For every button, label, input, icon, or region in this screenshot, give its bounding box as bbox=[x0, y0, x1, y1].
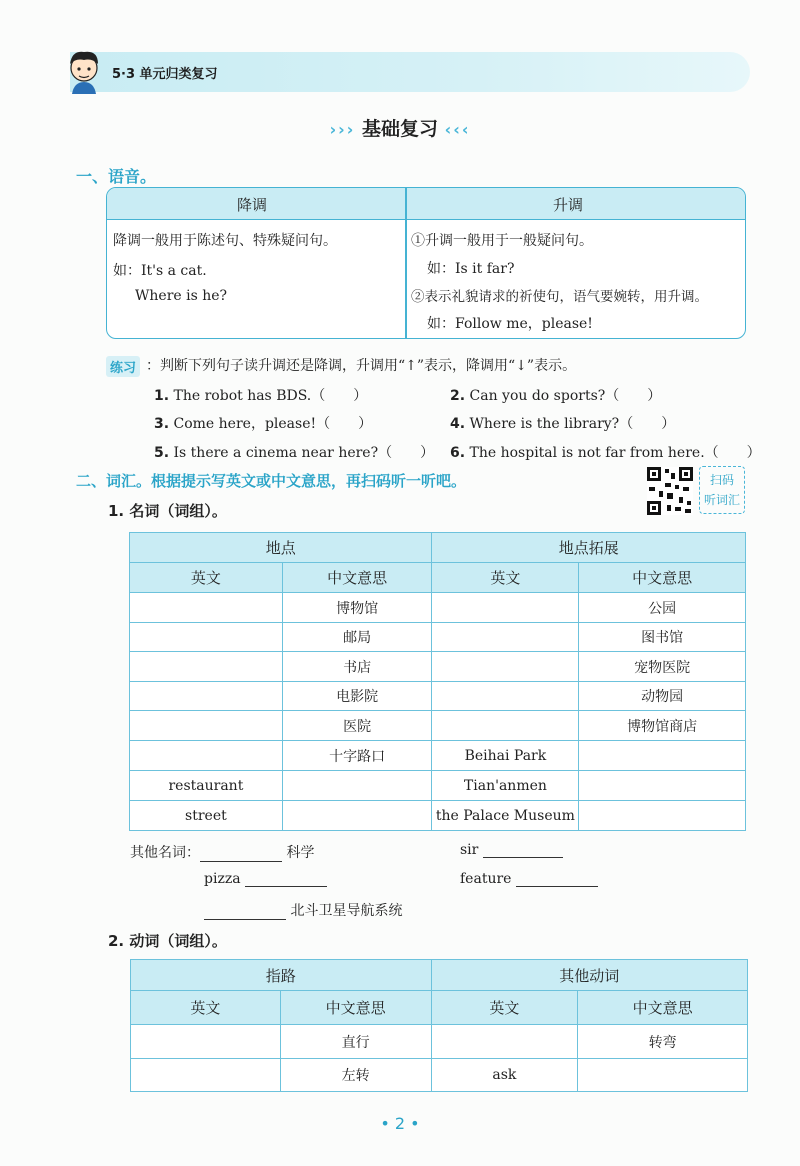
col-english: 英文 bbox=[130, 563, 283, 593]
phonetics-table-divider bbox=[405, 188, 407, 338]
vocab-heading: 二、词汇。根据提示写英文或中文意思，再扫码听一听吧。 bbox=[76, 472, 467, 490]
blank-pizza[interactable] bbox=[245, 873, 327, 887]
answer-cell[interactable] bbox=[579, 801, 746, 831]
col-english: 英文 bbox=[431, 991, 578, 1025]
scan-listen-tag[interactable]: 扫码 听词汇 bbox=[699, 466, 745, 514]
blank-feature[interactable] bbox=[516, 873, 598, 887]
table-row: 左转 ask bbox=[131, 1059, 748, 1092]
question-3: 3. Come here，please!（ ） bbox=[154, 416, 373, 432]
verbs-heading: 2. 动词（词组）。 bbox=[108, 932, 227, 950]
nouns-table bbox=[129, 532, 746, 831]
phonetics-heading: 一、语音。 bbox=[76, 167, 157, 186]
page-number: • 2 • bbox=[380, 1114, 420, 1133]
table-row: 直行 转弯 bbox=[131, 1025, 748, 1059]
phonetics-table-header bbox=[107, 188, 745, 220]
qr-code-icon[interactable] bbox=[647, 467, 693, 515]
answer-cell[interactable] bbox=[432, 682, 579, 711]
nouns-heading: 1. 名词（词组）。 bbox=[108, 502, 227, 520]
table-row: 博物馆 公园 bbox=[130, 593, 746, 623]
table-row: 书店 宠物医院 bbox=[130, 652, 746, 682]
answer-cell[interactable] bbox=[130, 623, 283, 652]
question-1: 1. The robot has BDS.（ ） bbox=[154, 388, 368, 404]
answer-cell[interactable] bbox=[579, 741, 746, 771]
rising-rule-2: ②表示礼貌请求的祈使句，语气要婉转，用升调。 bbox=[411, 289, 708, 305]
table-row: restaurant Tian'anmen bbox=[130, 771, 746, 801]
blank-sir[interactable] bbox=[483, 844, 563, 858]
question-4: 4. Where is the library?（ ） bbox=[450, 416, 676, 432]
rising-rule-1: ①升调一般用于一般疑问句。 bbox=[411, 233, 593, 249]
answer-cell[interactable] bbox=[282, 771, 432, 801]
phonetics-table bbox=[106, 187, 746, 339]
answer-cell[interactable] bbox=[579, 771, 746, 801]
falling-example-1: 如：It's a cat. bbox=[113, 263, 207, 279]
answer-cell[interactable] bbox=[578, 1059, 748, 1092]
answer-cell[interactable] bbox=[130, 593, 283, 623]
question-6: 6. The hospital is not far from here.（ ） bbox=[450, 445, 761, 461]
answer-cell[interactable] bbox=[130, 741, 283, 771]
table-row: 医院 博物馆商店 bbox=[130, 711, 746, 741]
other-nouns-beidou: 北斗卫星导航系统 bbox=[204, 900, 402, 920]
nouns-group-places-ext: 地点拓展 bbox=[432, 533, 746, 563]
mascot-icon bbox=[62, 48, 106, 96]
col-chinese: 中文意思 bbox=[578, 991, 748, 1025]
answer-cell[interactable] bbox=[432, 623, 579, 652]
answer-cell[interactable] bbox=[432, 711, 579, 741]
answer-cell[interactable] bbox=[131, 1059, 281, 1092]
blank-science[interactable] bbox=[200, 848, 282, 862]
answer-cell[interactable] bbox=[130, 652, 283, 682]
table-row: street the Palace Museum bbox=[130, 801, 746, 831]
col-chinese: 中文意思 bbox=[579, 563, 746, 593]
falling-rule: 降调一般用于陈述句、特殊疑问句。 bbox=[113, 233, 337, 249]
col-falling-tone: 降调 bbox=[237, 196, 268, 214]
other-nouns-sir: sir bbox=[460, 842, 563, 858]
table-row: 电影院 动物园 bbox=[130, 682, 746, 711]
rising-example-1: 如：Is it far? bbox=[427, 261, 515, 277]
verbs-group-other: 其他动词 bbox=[431, 960, 748, 991]
nouns-group-places: 地点 bbox=[130, 533, 432, 563]
falling-example-2: Where is he? bbox=[135, 288, 228, 304]
practice-label: 练习 bbox=[106, 356, 140, 377]
verbs-table bbox=[130, 959, 748, 1092]
question-5: 5. Is there a cinema near here?（ ） bbox=[154, 445, 435, 461]
col-rising-tone: 升调 bbox=[553, 196, 584, 214]
table-row: 十字路口 Beihai Park bbox=[130, 741, 746, 771]
arrows-left-icon: ››› bbox=[329, 120, 356, 139]
section-title-text: 基础复习 bbox=[361, 118, 438, 140]
answer-cell[interactable] bbox=[282, 801, 432, 831]
practice-instruction: ：判断下列句子读升调还是降调，升调用“↑”表示，降调用“↓”表示。 bbox=[146, 358, 577, 374]
col-chinese: 中文意思 bbox=[280, 991, 431, 1025]
col-chinese: 中文意思 bbox=[282, 563, 432, 593]
verbs-group-directions: 指路 bbox=[131, 960, 432, 991]
other-nouns-pizza: pizza bbox=[204, 871, 327, 887]
header-title: 5·3 单元归类复习 bbox=[112, 67, 218, 82]
other-nouns-label: 其他名词： bbox=[130, 845, 200, 861]
col-english: 英文 bbox=[432, 563, 579, 593]
arrows-right-icon: ‹‹‹ bbox=[444, 120, 471, 139]
other-nouns-feature: feature bbox=[460, 871, 598, 887]
answer-cell[interactable] bbox=[432, 652, 579, 682]
answer-cell[interactable] bbox=[432, 593, 579, 623]
question-2: 2. Can you do sports?（ ） bbox=[450, 388, 662, 404]
col-english: 英文 bbox=[131, 991, 281, 1025]
table-row: 邮局 图书馆 bbox=[130, 623, 746, 652]
section-title bbox=[0, 114, 800, 141]
answer-cell[interactable] bbox=[131, 1025, 281, 1059]
blank-beidou[interactable] bbox=[204, 906, 286, 920]
other-nouns-science: 其他名词： 科学 bbox=[130, 845, 315, 861]
rising-example-2: 如：Follow me，please! bbox=[427, 316, 593, 332]
answer-cell[interactable] bbox=[431, 1025, 578, 1059]
answer-cell[interactable] bbox=[130, 682, 283, 711]
answer-cell[interactable] bbox=[130, 711, 283, 741]
